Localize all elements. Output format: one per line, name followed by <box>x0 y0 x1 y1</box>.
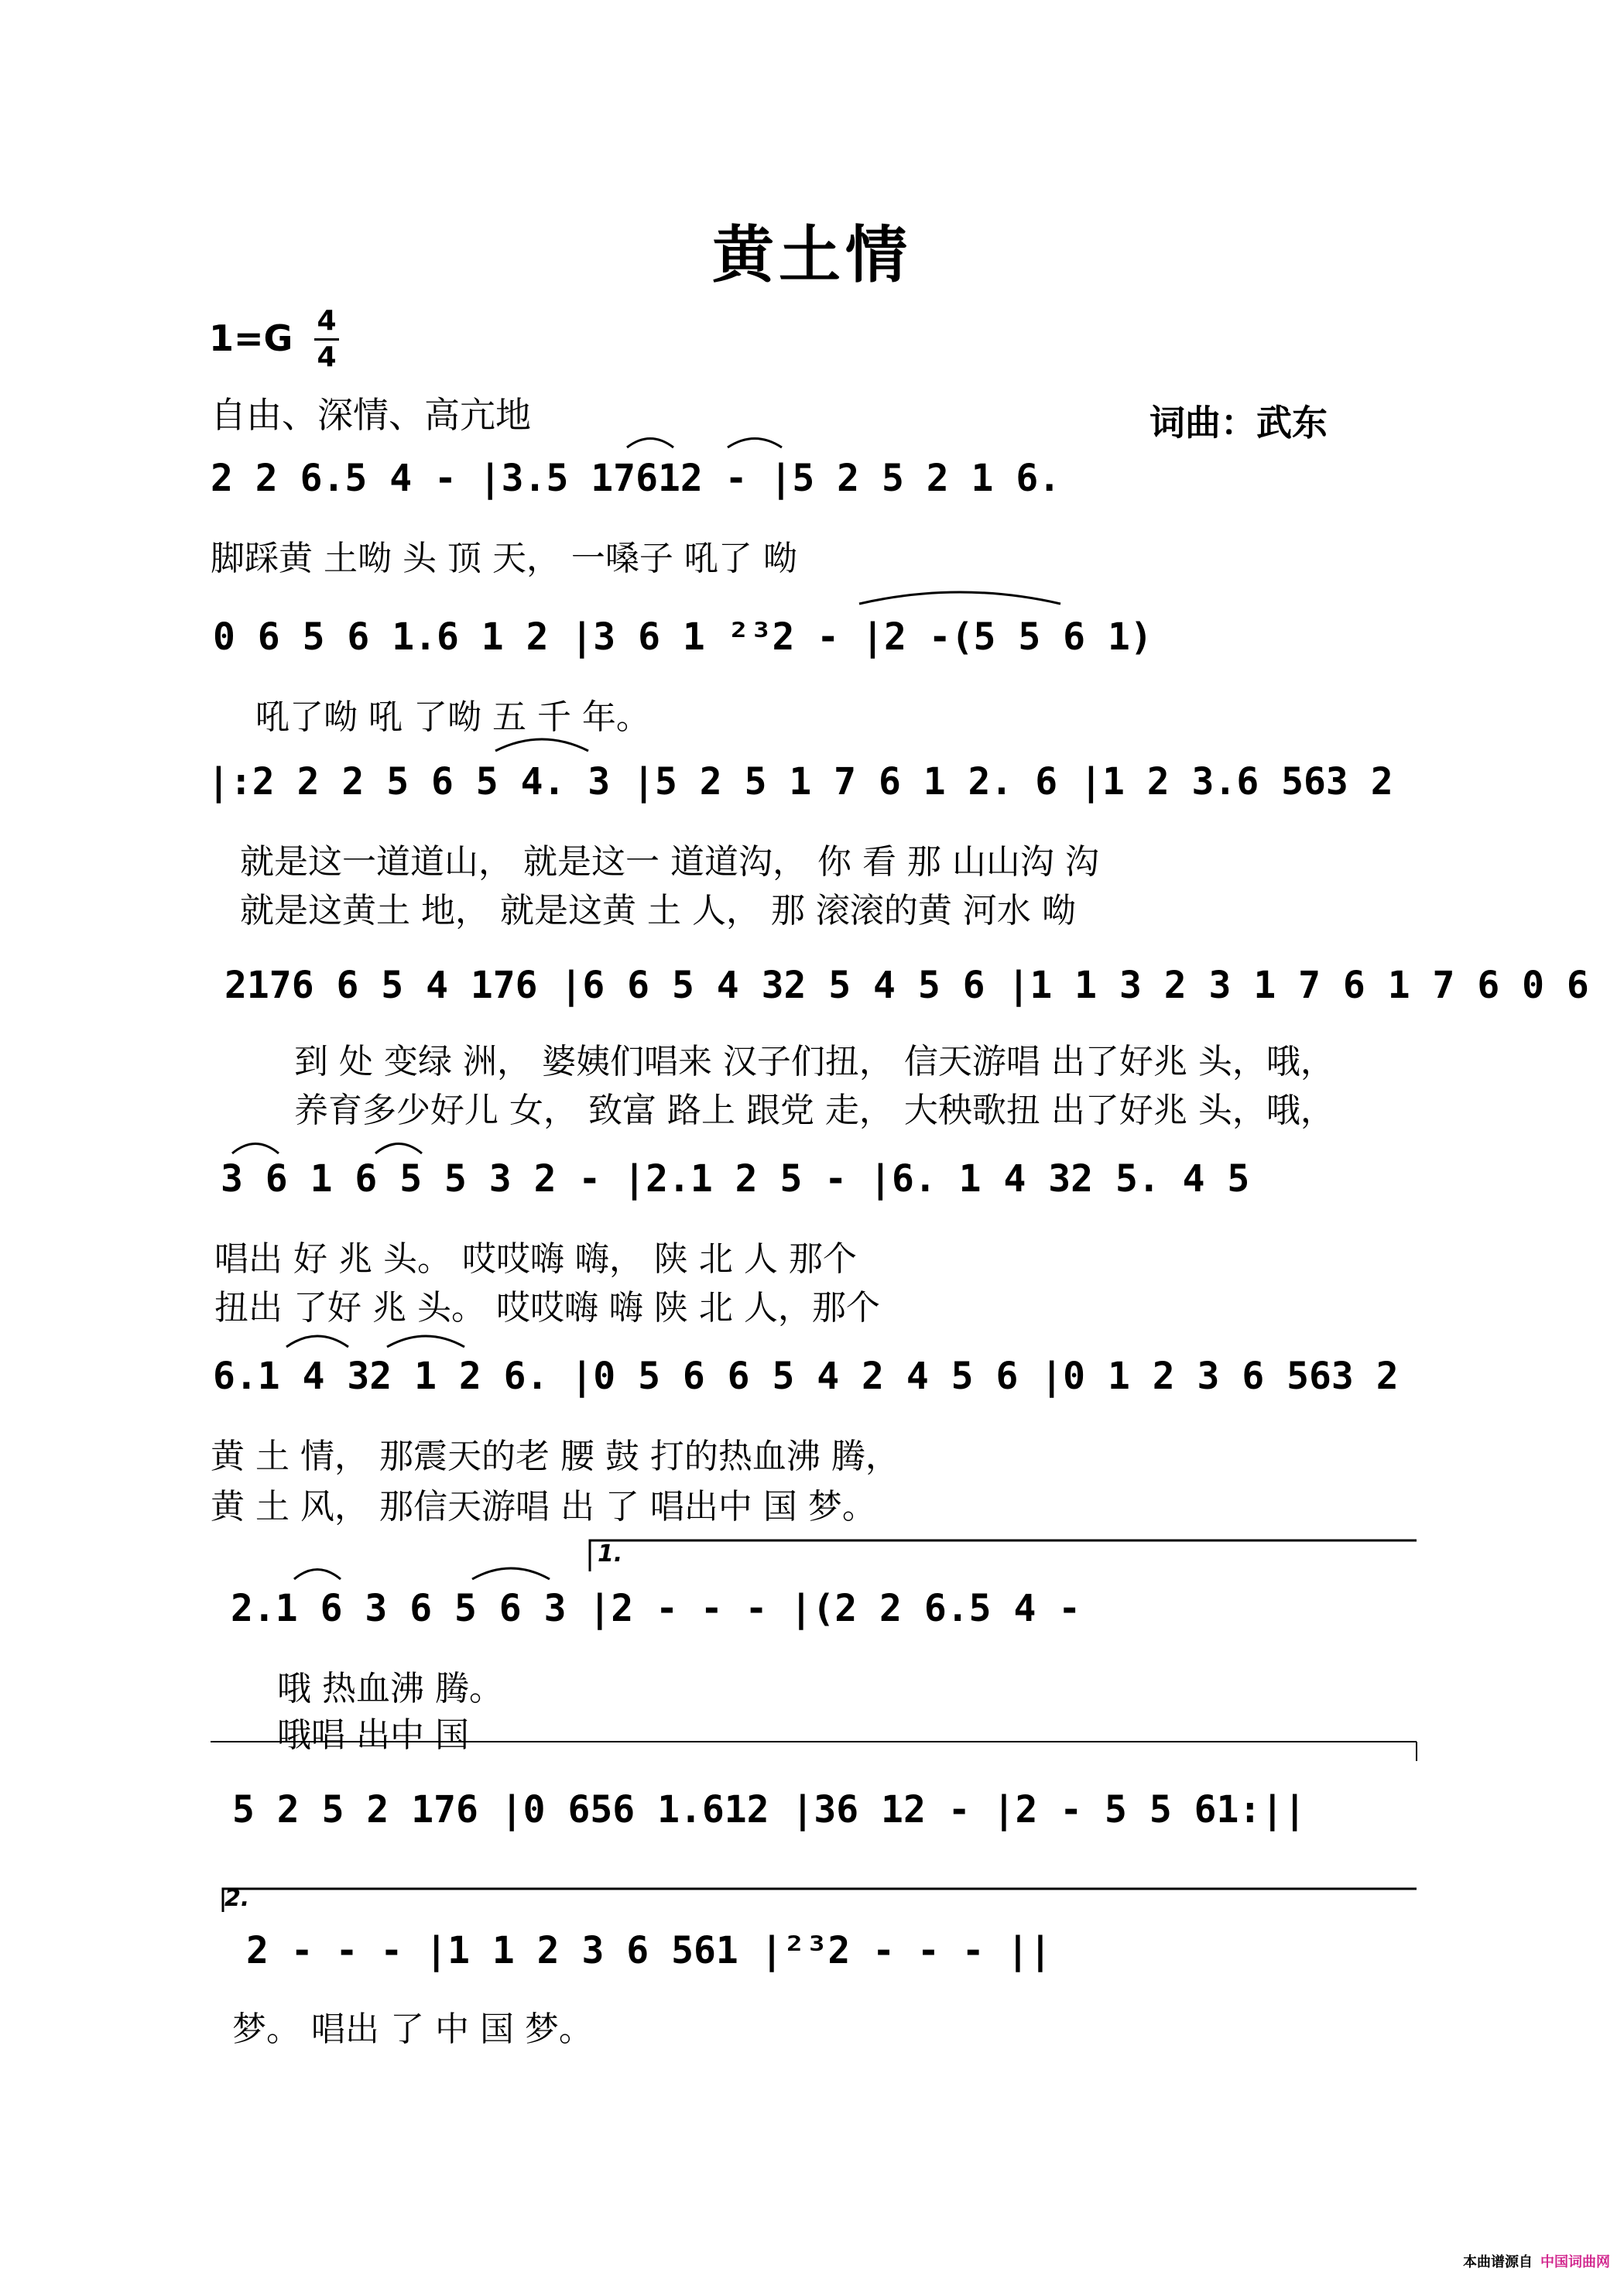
lyric-row-1-verse-1: 脚踩黄 土呦 头 顶 天， 一嗓子 吼了 呦 <box>211 539 797 578</box>
song-title: 黄土情 <box>712 219 912 291</box>
tie-1 <box>627 439 673 448</box>
lyric-row-7-verse-1: 哦 热血沸 腾。 <box>277 1669 503 1708</box>
notation-row-7: 2.1 6 3 6 5 6 3 |2 - - - |(2 2 6.5 4 - <box>231 1587 1081 1630</box>
volta-1-label: 1. <box>598 1540 623 1568</box>
footer-site-link[interactable]: 中国词曲网 <box>1540 2254 1610 2270</box>
tie-5 <box>232 1144 279 1154</box>
lyric-row-3-verse-2: 就是这黄土 地， 就是这黄 土 人， 那 滚滚的黄 河水 呦 <box>240 891 1076 930</box>
tie-2 <box>728 439 782 448</box>
volta-2-bracket <box>223 1889 1417 1912</box>
lyric-row-2-verse-1: 吼了呦 吼 了呦 五 千 年。 <box>255 697 650 737</box>
lyric-row-6-verse-1: 黄 土 情， 那震天的老 腰 鼓 打的热血沸 腾， <box>211 1437 899 1476</box>
tie-3 <box>859 592 1060 604</box>
notation-row-1: 2 2 6.5 4 - |3.5 17612 - |5 2 5 2 1 6. <box>211 457 1061 500</box>
lyric-row-3-verse-1: 就是这一道道山， 就是这一 道道沟， 你 看 那 山山沟 沟 <box>240 842 1099 882</box>
tie-4 <box>495 739 588 751</box>
lyric-row-4-verse-2: 养育多少好儿 女， 致富 路上 跟党 走， 大秧歌扭 出了好兆 头，哦， <box>294 1091 1334 1130</box>
tie-10 <box>472 1568 550 1579</box>
volta-2-label: 2. <box>224 1885 250 1912</box>
lyric-row-6-verse-2: 黄 土 风， 那信天游唱 出 了 唱出中 国 梦。 <box>211 1487 876 1526</box>
notation-row-6: 6.1 4 32 1 2 6. |0 5 6 6 5 4 2 4 5 6 |0 1 2 3 6 563 2 <box>213 1355 1399 1398</box>
time-signature-bottom: 4 <box>317 341 337 373</box>
notation-row-9: 2 - - - |1 1 2 3 6 561 |²³2 - - - || <box>246 1929 1052 1972</box>
notation-row-5: 3 6 1 6 5 5 3 2 - |2.1 2 5 - |6. 1 4 32 5. 4 5 <box>221 1157 1250 1201</box>
tempo-marking: 自由、深情、高亢地 <box>211 394 531 436</box>
tie-8 <box>387 1336 464 1347</box>
time-signature <box>311 304 342 375</box>
lyric-row-9-verse-1: 梦。 唱出 了 中 国 梦。 <box>232 2010 593 2049</box>
tie-9 <box>294 1570 341 1580</box>
notation-row-4: 2176 6 5 4 176 |6 6 5 4 32 5 4 5 6 |1 1 3 2 3 1 7 6 1 7 6 0 6 <box>224 964 1589 1007</box>
tie-6 <box>375 1144 422 1154</box>
tie-7 <box>286 1336 348 1347</box>
credit: 词曲：武东 <box>1149 402 1328 444</box>
volta-1-bracket <box>590 1540 1417 1571</box>
lyric-row-5-verse-1: 唱出 好 兆 头。 哎哎嗨 嗨， 陕 北 人 那个 <box>214 1239 857 1279</box>
time-signature-top: 4 <box>317 305 337 337</box>
footer-source-label: 本曲谱源自 <box>1463 2254 1533 2270</box>
notation-row-3: |:2 2 2 5 6 5 4. 3 |5 2 5 1 7 6 1 2. 6 |1 2 3.6 563 2 <box>207 760 1393 803</box>
lyric-row-5-verse-2: 扭出 了好 兆 头。 哎哎嗨 嗨 陕 北 人，那个 <box>214 1288 880 1328</box>
key-signature: 1=G <box>209 317 293 359</box>
notation-row-2: 0 6 5 6 1.6 1 2 |3 6 1 ²³2 - |2 -(5 5 6 1) <box>213 615 1153 659</box>
lyric-row-7-verse-2: 哦唱 出中 国 <box>277 1715 469 1755</box>
lyric-row-4-verse-1: 到 处 变绿 洲， 婆姨们唱来 汉子们扭， 信天游唱 出了好兆 头，哦， <box>294 1042 1334 1081</box>
notation-row-8: 5 2 5 2 176 |0 656 1.612 |36 12 - |2 - 5 5 61:|| <box>232 1788 1307 1831</box>
